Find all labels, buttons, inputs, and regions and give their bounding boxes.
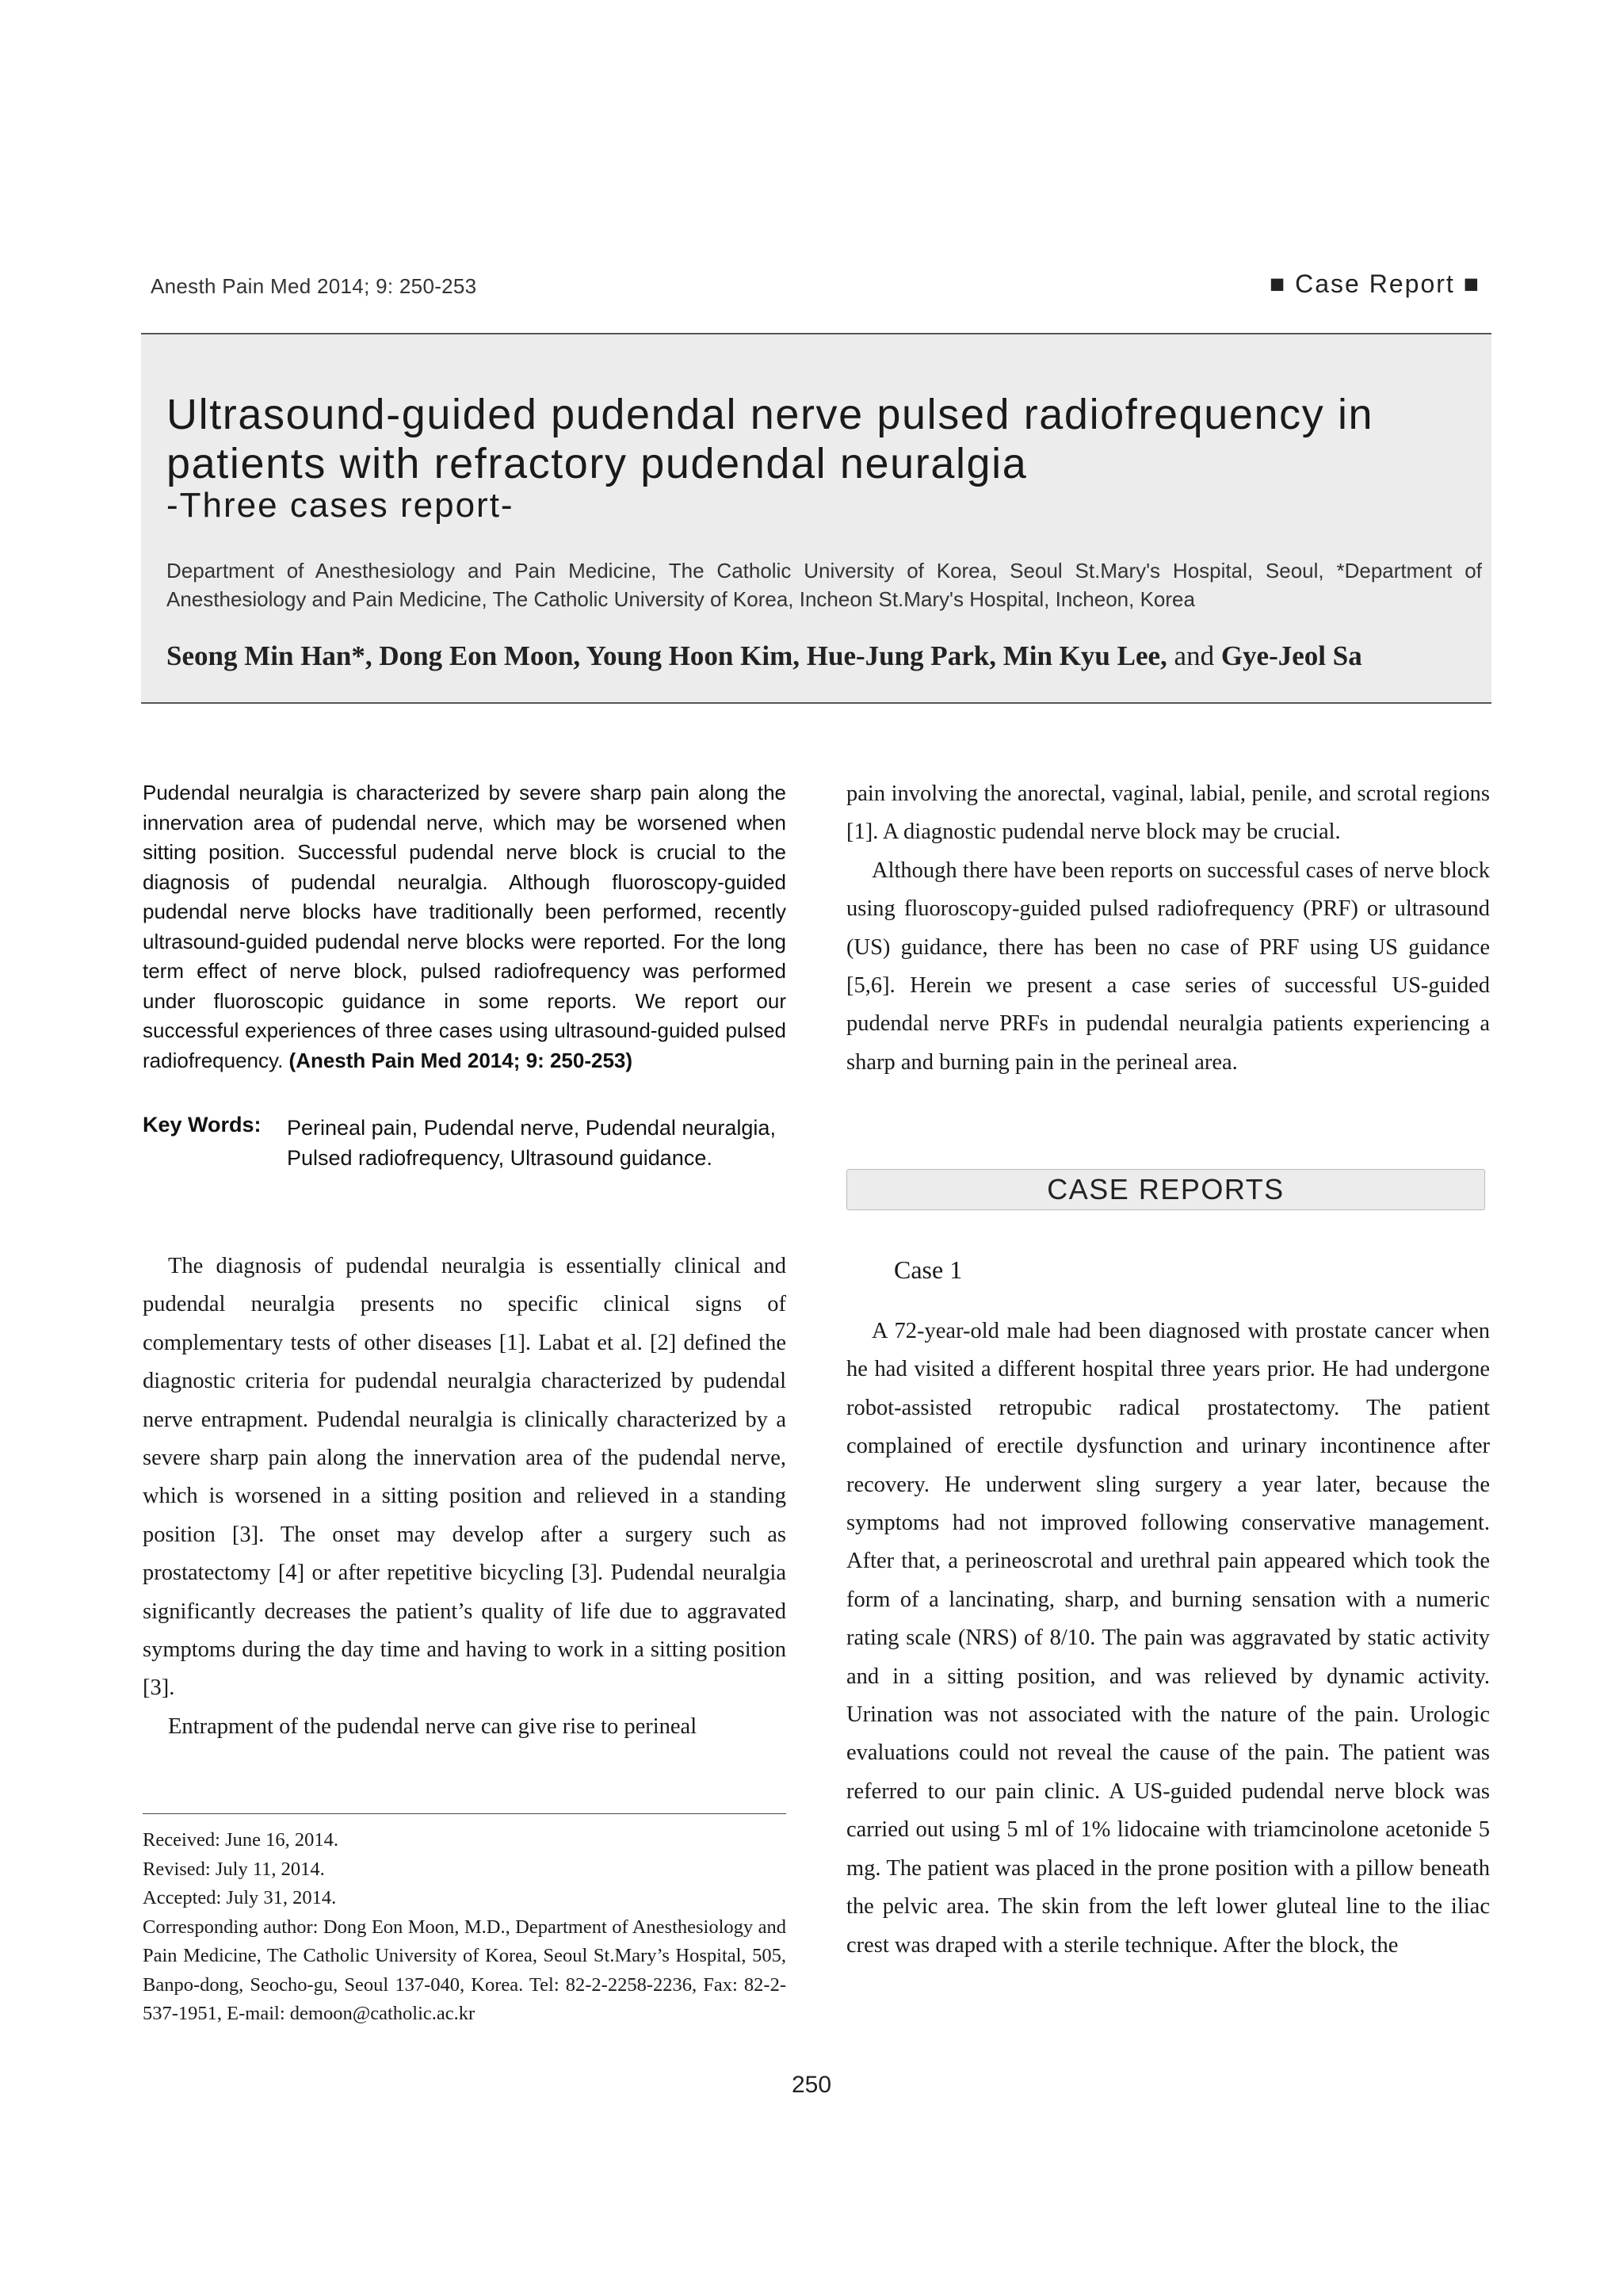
- body-paragraph: Entrapment of the pudendal nerve can give rise to perineal: [168, 1713, 697, 1739]
- footnote-divider: [143, 1813, 786, 1814]
- section-heading-case-reports: CASE REPORTS: [846, 1169, 1485, 1210]
- affiliation: Department of Anesthesiology and Pain Medicine, The Catholic University of Korea, Seoul St.Mary's Hospital, Seoul, *Department of Anesthesiology and Pain Medicine, The Catholic University of Korea, Incheon St.Mary's Hospital, Incheon, Korea: [166, 559, 1482, 611]
- case-heading: Case 1: [894, 1255, 963, 1284]
- abstract-citation: (Anesth Pain Med 2014; 9: 250-253): [288, 1048, 633, 1072]
- keywords-label: Key Words:: [143, 1113, 262, 1137]
- case-1-text: [846, 1312, 1490, 1965]
- introduction-left-column: [143, 1247, 786, 1746]
- corresponding-author: Corresponding author: Dong Eon Moon, M.D., Department of Anesthesiology and Pain Medicine, The Catholic University of Korea, Seoul St.Mary’s Hospital, 505, Banpo-dong, Seocho-gu, Seoul 137-040, Korea. Tel: 82-2-2258-2236, Fax: 82-2-537-1951, E-mail: demoon@catholic.ac.kr: [143, 1916, 786, 2024]
- abstract-text: Pudendal neuralgia is characterized by severe sharp pain along the innervation area of pudendal nerve, which may be worsened when sitting position. Successful pudendal nerve block is crucial to the diagnosis of pudendal neuralgia. Although fluoroscopy-guided pudendal nerve blocks have traditionally been performed, recently ultrasound-guided pudendal nerve blocks were reported. For the long term effect of nerve block, pulsed radiofrequency was performed under fluoroscopic guidance in some reports. We report our successful experiences of three cases using ultrasound-guided pulsed radiofrequency.: [143, 781, 786, 1072]
- running-head: Anesth Pain Med 2014; 9: 250-253: [151, 274, 477, 298]
- accepted-date: Accepted: July 31, 2014.: [143, 1887, 337, 1908]
- report-type-label: ■ Case Report ■: [1269, 269, 1480, 298]
- authors-and: and: [1174, 640, 1215, 671]
- revised-date: Revised: July 11, 2014.: [143, 1858, 325, 1880]
- body-paragraph: A 72-year-old male had been diagnosed with prostate cancer when he had visited a different hospital three years prior. He had undergone robot-assisted retropubic radical prostatectomy. The patient complained of erectile dysfunction and urinary incontinence after recovery. He underwent sling surgery a year later, because the symptoms had not improved following conservative management. After that, a perineoscrotal and urethral pain appeared which took the form of a lancinating, sharp, and burning sensation with a numeric rating scale (NRS) of 8/10. The pain was aggravated by static activity and in a sitting position, and was relieved by dynamic activity. Urination was not associated with the nature of the pain. Urologic evaluations could not reveal the cause of the pain. The patient was referred to our pain clinic. A US-guided pudendal nerve block was carried out using 5 ml of 1% lidocaine with triamcinolone acetonide 5 mg. The patient was placed in the prone position with a pillow beneath the pelvic area. The skin from the left lower gluteal line to the iliac crest was draped with a sterile technique. After the block, the: [846, 1319, 1490, 1958]
- authors-names: Seong Min Han*, Dong Eon Moon, Young Hoon Kim, Hue-Jung Park, Min Kyu Lee,: [166, 640, 1167, 671]
- footnotes: [143, 1826, 786, 2029]
- received-date: Received: June 16, 2014.: [143, 1829, 338, 1851]
- body-paragraph: pain involving the anorectal, vaginal, labial, penile, and scrotal regions [1]. A diagnostic pudendal nerve block may be crucial.: [846, 781, 1490, 845]
- abstract: [143, 778, 786, 1075]
- article-title: Ultrasound-guided pudendal nerve pulsed radiofrequency in patients with refractory pudendal neuralgia: [166, 391, 1374, 487]
- body-paragraph: Although there have been reports on successful cases of nerve block using fluoroscopy-guided pulsed radiofrequency (PRF) or ultrasound (US) guidance, there has been no case of PRF using US guidance [5,6]. Herein we present a case series of successful US-guided pudendal nerve PRFs in pudendal neuralgia patients experiencing a sharp and burning pain in the perineal area.: [846, 858, 1490, 1075]
- body-paragraph: The diagnosis of pudendal neuralgia is essentially clinical and pudendal neuralgia presents no specific clinical signs of complementary tests of other diseases [1]. Labat et al. [2] defined the diagnostic criteria for pudendal neuralgia characterized by pudendal nerve entrapment. Pudendal neuralgia is clinically characterized by a severe sharp pain along the innervation area of the pudendal nerve, which is worsened in a sitting position and relieved in a standing position [3]. The onset may develop after a surgery such as prostatectomy [4] or after repetitive bicycling [3]. Pudendal neuralgia significantly decreases the patient’s quality of life due to aggravated symptoms during the day time and having to work in a sitting position [3].: [143, 1254, 786, 1701]
- author-list: [166, 640, 1482, 672]
- keywords-text: Perineal pain, Pudendal nerve, Pudendal neuralgia, Pulsed radiofrequency, Ultrasound guidance.: [287, 1116, 776, 1170]
- introduction-right-column: [846, 775, 1490, 1082]
- article-subtitle: -Three cases report-: [166, 486, 514, 525]
- authors-last: Gye-Jeol Sa: [1220, 640, 1362, 671]
- page-number: 250: [791, 2072, 832, 2098]
